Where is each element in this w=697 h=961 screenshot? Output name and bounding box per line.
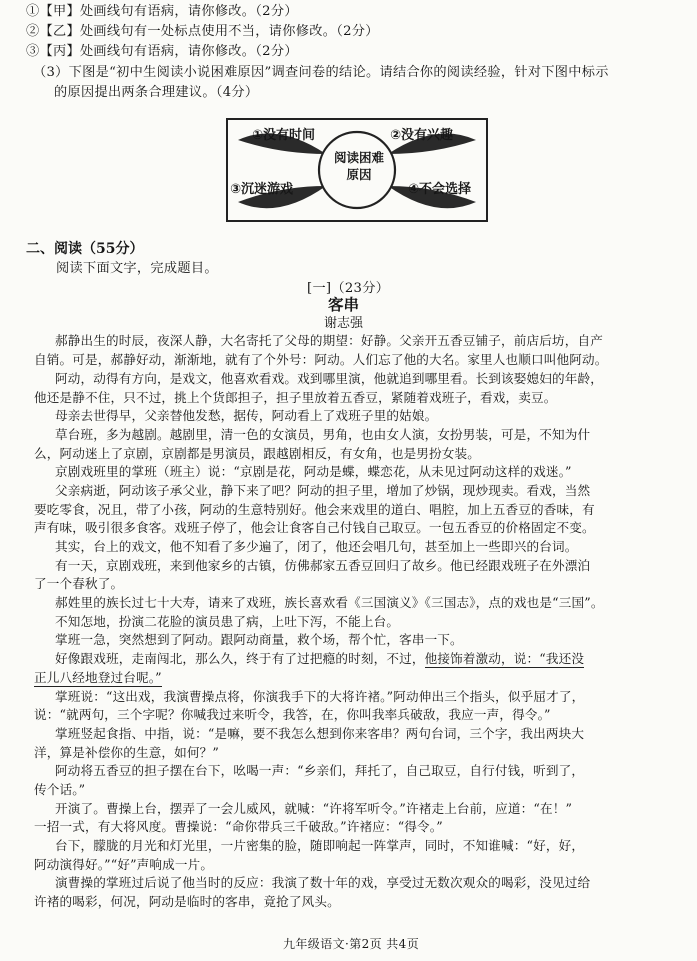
body-line: 掌班一急，突然想到了阿动。跟阿动商量，救个场，帮个忙，客串一下。	[55, 632, 463, 647]
body-line: 说：“就两句，三个字呢？你喊我过来听令，我答，在，你叫我率兵破敌，我应一声，得令。”	[34, 707, 551, 722]
question-4-line-2: 的原因提出两条合理建议。（4分）	[54, 85, 259, 100]
body-line: 郝静出生的时辰，夜深人静，大名寄托了父母的期望：好静。父亲开五香豆铺子，前店后坊，自产	[55, 333, 603, 348]
body-line: 父亲病逝，阿动该子承父业，静下来了吧？阿动的担子里，增加了炒锅，现炒现卖。看戏，当然	[55, 483, 591, 498]
diagram-reason-1: ①没有时间	[252, 128, 316, 143]
body-line: 京剧戏班里的掌班（班主）说：“京剧是花，阿动是蝶，蝶恋花，从未见过阿动这样的戏迷。”	[55, 464, 572, 479]
question-4-line-1: （3）下图是“初中生阅读小说困难原因”调查问卷的结论。请结合你的阅读经验，针对下图中标示	[33, 65, 609, 80]
question-3: ③【丙】处画线句有语病，请你修改。（2分）	[26, 44, 298, 59]
underlined-sentence-tail: 正儿八经地登过台呢。”	[34, 670, 162, 685]
body-line	[34, 672, 162, 685]
body-line: 自销。可是，郝静好动，渐渐地，就有了个外号：阿动。人们忘了他的大名。家里人也顺口叫他阿动。	[34, 352, 608, 367]
body-line: 一招一式，有大将风度。曹操说：“命你带兵三千破敌。”许褚应：“得令。”	[34, 819, 443, 834]
article-author: 谢志强	[324, 316, 364, 331]
body-line: 么，阿动迷上了京剧，京剧都是男演员，跟越剧相反，有女角，也是男扮女装。	[34, 446, 481, 461]
body-line: 阿动，动得有方向，是戏文，他喜欢看戏。戏到哪里演，他就追到哪里看。长到该娶媳妇的年龄，	[55, 371, 603, 386]
question-2: ②【乙】处画线句有一处标点使用不当，请你修改。（2分）	[26, 24, 379, 39]
body-line: 演曹操的掌班过后说了他当时的反应：我演了数十年的戏，享受过无数次观众的喝彩，没见过给	[55, 875, 591, 890]
body-line: 声有味，吸引很多食客。戏班子停了，他会让食客自己付钱自己取豆。一包五香豆的价格固定不变。	[34, 520, 595, 535]
body-line: 开演了。曹操上台，摆弄了一会儿威风，就喊：“许将军听令。”许褚走上台前，应道：“在！”	[55, 801, 573, 816]
section-instruction: 阅读下面文字，完成题目。	[56, 261, 218, 276]
body-line: 阿动将五香豆的担子摆在台下，吆喝一声：“乡亲们，拜托了，自己取豆，自行付钱，听到了，	[55, 763, 585, 778]
body-line: 洋，算是补偿你的生意，如何？”	[34, 745, 220, 760]
body-line: 了一个春秋了。	[34, 576, 124, 591]
body-line: 掌班竖起食指、中指，说：“是嘛，要不我怎么想到你来客串？两句台词，三个字，我出两块大	[55, 726, 585, 741]
diagram-reason-4: ④不会选择	[408, 182, 472, 197]
reading-difficulty-diagram	[226, 118, 488, 222]
body-line: 掌班说：“这出戏，我演曹操点将，你演我手下的大将许褚。”阿动伸出三个指头，似乎屈才了，	[55, 689, 585, 704]
part-label: [一]（23分）	[307, 281, 390, 296]
body-line: 郝姓里的族长过七十大寿，请来了戏班，族长喜欢看《三国演义》《三国志》，点的戏也是“三国”。	[55, 595, 604, 610]
body-line: 阿动演得好。”“好”声响成一片。	[34, 857, 214, 872]
page-footer: 九年级语文·第2页 共4页	[283, 937, 420, 951]
body-line: 许褚的喝彩，何况，阿动是临时的客串，竟抢了风头。	[34, 894, 340, 909]
diagram-center-line-1: 阅读困难	[333, 150, 384, 165]
article-title: 客串	[328, 295, 360, 314]
diagram-center-label	[330, 149, 388, 183]
underlined-sentence: 他接饰着激动，说：“我还没	[424, 651, 585, 666]
body-line: 传个话。”	[34, 782, 86, 797]
body-line: 台下，朦胧的月光和灯光里，一片密集的脸，随即响起一阵掌声，同时，不知谁喊：“好，好，	[55, 838, 585, 853]
body-line-plain: 好像跟戏班，走南闯北，那么久，终于有了过把瘾的时刻，不过，	[55, 651, 425, 666]
body-line: 有一天，京剧戏班，来到他家乡的古镇，仿佛郝家五香豆回归了故乡。他已经跟戏班子在外漂泊	[55, 558, 591, 573]
body-line	[55, 653, 584, 666]
body-line: 其实，台上的戏文，他不知看了多少遍了，闭了，他还会唱几句，甚至加上一些即兴的台词。	[55, 539, 578, 554]
body-line: 母亲去世得早，父亲替他发愁，据传，阿动看上了戏班子里的姑娘。	[55, 408, 438, 423]
body-line: 不知怎地，扮演二花脸的演员患了病，上吐下泻，不能上台。	[55, 614, 400, 629]
body-line: 他还是静不住，只不过，挑上个货郎担子，担子里放着五香豆，紧随着戏班子，看戏，卖豆。	[34, 390, 557, 405]
body-line: 要吃零食，况且，带了小孩，阿动的生意特别好。他会来戏里的道白、唱腔，加上五香豆的香味，有	[34, 502, 595, 517]
diagram-center-line-2: 原因	[346, 167, 372, 182]
diagram-reason-3: ③沉迷游戏	[230, 182, 294, 197]
question-1: ①【甲】处画线句有语病，请你修改。（2分）	[26, 4, 298, 19]
section-heading: 二、阅读（55分）	[26, 241, 144, 257]
body-line: 草台班，多为越剧。越剧里，清一色的女演员，男角，也由女人演，女扮男装，可是，不知为什	[55, 427, 591, 442]
diagram-reason-2: ②没有兴趣	[390, 128, 454, 143]
